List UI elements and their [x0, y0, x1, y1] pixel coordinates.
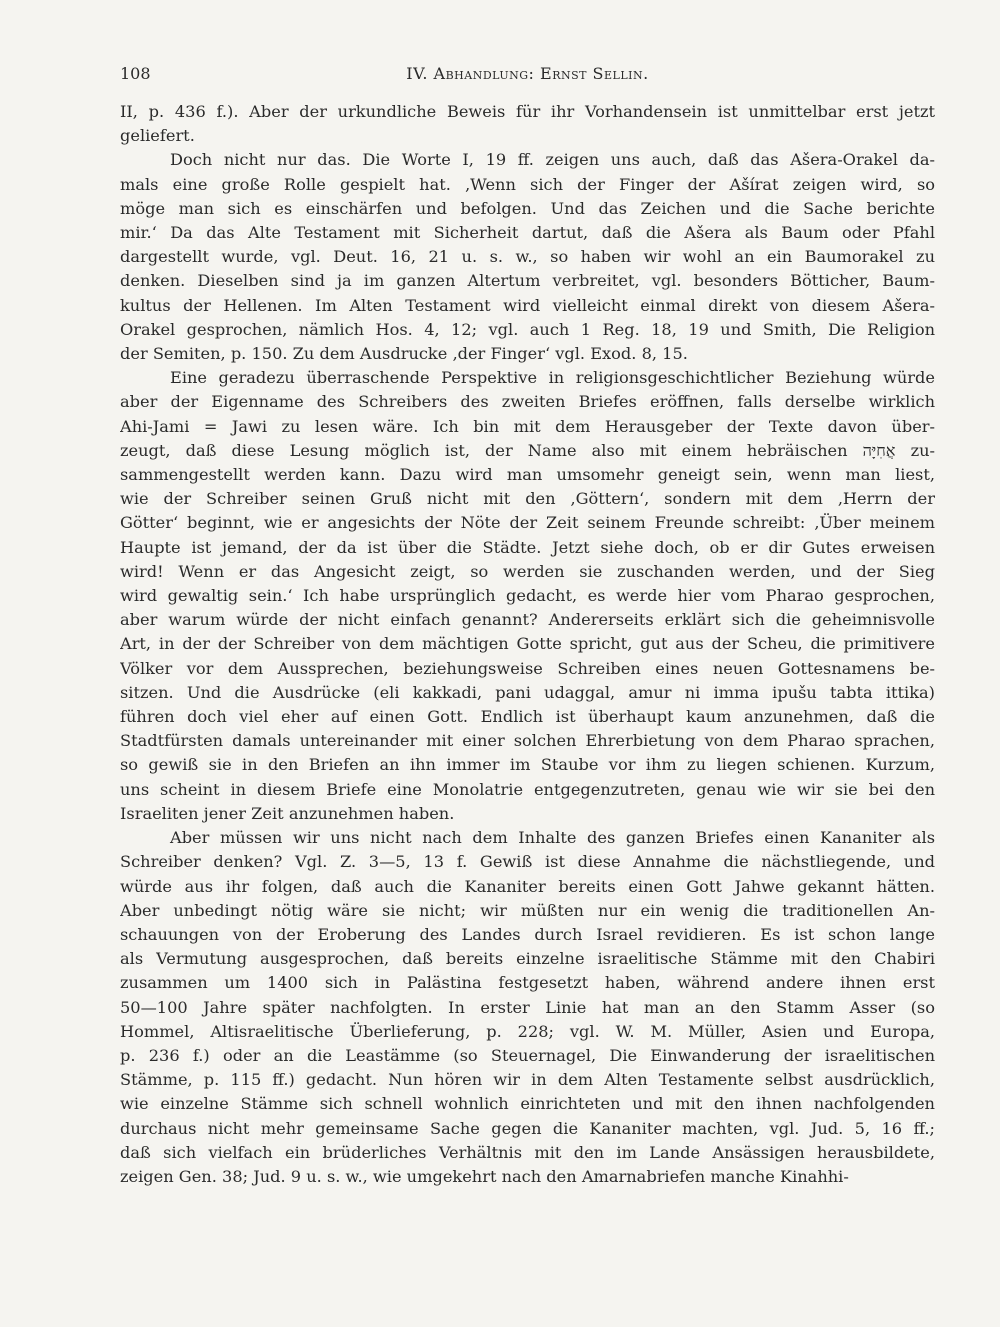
- text-line: zusammen um 1400 sich in Palästina festgesetzt haben, während andere ihnen erst: [120, 973, 935, 993]
- text-line: sitzen. Und die Ausdrücke (eli kakkadi, pani udaggal, amur ni imma ipušu tabta ittika): [120, 682, 935, 702]
- text-line: denken. Dieselben sind ja im ganzen Altertum verbreitet, vgl. besonders Bötticher, Baum-: [120, 271, 935, 291]
- text-line: daß sich vielfach ein brüderliches Verhältnis mit den im Lande Ansässigen herausbildete,: [120, 1142, 935, 1162]
- text-line: als Vermutung ausgesprochen, daß bereits einzelne israelitische Stämme mit den Chabiri: [120, 949, 935, 969]
- text-line: Hommel, Altisraelitische Überlieferung, p. 228; vgl. W. M. Müller, Asien und Europa,: [120, 1021, 935, 1041]
- text-line: 50—100 Jahre später nachfolgten. In erster Linie hat man an den Stamm Asser (so: [120, 997, 935, 1017]
- text-line: Stämme, p. 115 ff.) gedacht. Nun hören wir in dem Alten Testamente selbst ausdrücklich,: [120, 1070, 935, 1090]
- text-line: wird gewaltig sein.‘ Ich habe ursprünglich gedacht, es werde hier vom Pharao gesprochen,: [120, 586, 935, 606]
- text-line: Haupte ist jemand, der da ist über die Städte. Jetzt siehe doch, ob er dir Gutes erweisen: [120, 537, 935, 557]
- running-title: IV. Abhandlung: Ernst Sellin.: [406, 64, 649, 83]
- text-line: aber warum würde der nicht einfach genannt? Andererseits erklärt sich die geheimnisvolle: [120, 610, 935, 630]
- text-line: Orakel gesprochen, nämlich Hos. 4, 12; vgl. auch 1 Reg. 18, 19 und Smith, Die Religion: [120, 319, 935, 339]
- text-line: Schreiber denken? Vgl. Z. 3—5, 13 f. Gewiß ist diese Annahme die nächstliegende, und: [120, 852, 935, 872]
- text-line: uns scheint in diesem Briefe eine Monolatrie entgegenzutreten, genau wie wir sie bei den: [120, 779, 935, 799]
- text-line: mals eine große Rolle gespielt hat. ‚Wenn sich der Finger der Ašírat zeigen wird, so: [120, 174, 935, 194]
- text-line: Stadtfürsten damals untereinander mit einer solchen Ehrerbietung von dem Pharao sprachen,: [120, 731, 935, 751]
- text-line: Ahi-Jami = Jawi zu lesen wäre. Ich bin mit dem Herausgeber der Texte davon über-: [120, 416, 935, 436]
- page-header: [120, 60, 935, 86]
- text-line: aber der Eigenname des Schreibers des zweiten Briefes eröffnen, falls derselbe wirklich: [120, 392, 935, 412]
- page-number: 108: [120, 64, 151, 83]
- text-line: dargestellt wurde, vgl. Deut. 16, 21 u. s. w., so haben wir wohl an ein Baumorakel zu: [120, 247, 935, 267]
- text-line: Völker vor dem Aussprechen, beziehungsweise Schreiben eines neuen Gottesnamens be-: [120, 658, 935, 678]
- text-line: Aber müssen wir uns nicht nach dem Inhalte des ganzen Briefes einen Kananiter als: [170, 828, 935, 848]
- text-line: wie der Schreiber seinen Gruß nicht mit den ‚Göttern‘, sondern mit dem ‚Herrn der: [120, 489, 935, 509]
- text-line: II, p. 436 f.). Aber der urkundliche Beweis für ihr Vorhandensein ist unmittelbar erst jetzt: [120, 102, 935, 121]
- text-line: schauungen von der Eroberung des Landes durch Israel revidieren. Es ist schon lange: [120, 924, 935, 944]
- text-line: p. 236 f.) oder an die Leastämme (so Steuernagel, Die Einwanderung der israelitischen: [120, 1045, 935, 1065]
- text-line: durchaus nicht mehr gemeinsame Sache gegen die Kananiter machten, vgl. Jud. 5, 16 ff.;: [120, 1118, 935, 1138]
- text-line: wird! Wenn er das Angesicht zeigt, so werden sie zuschanden werden, und der Sieg: [120, 561, 935, 581]
- text-line: Eine geradezu überraschende Perspektive in religionsgeschichtlicher Beziehung würde: [170, 368, 935, 388]
- text-line: Israeliten jener Zeit anzunehmen haben.: [120, 803, 455, 823]
- paragraph: [120, 100, 935, 148]
- text-line: geliefert.: [120, 126, 195, 146]
- text-line: Doch nicht nur das. Die Worte I, 19 ff. zeigen uns auch, daß das Ašera-Orakel da-: [170, 150, 935, 170]
- text-line: zeigen Gen. 38; Jud. 9 u. s. w., wie umgekehrt nach den Amarnabriefen manche Kinahhi-: [120, 1166, 849, 1186]
- text-line: würde aus ihr folgen, daß auch die Kananiter bereits einen Gott Jahwe gekannt hätten.: [120, 876, 935, 896]
- body-text: [120, 100, 935, 1189]
- text-line: Aber unbedingt nötig wäre sie nicht; wir müßten nur ein wenig die traditionellen An-: [120, 900, 935, 920]
- text-line: kultus der Hellenen. Im Alten Testament wird vielleicht einmal direkt von diesem Ašera-: [120, 295, 935, 315]
- text-line: mir.‘ Da das Alte Testament mit Sicherheit dartut, daß die Ašera als Baum oder Pfahl: [120, 223, 935, 243]
- text-line: so gewiß sie in den Briefen an ihn immer im Staube vor ihm zu liegen schienen. Kurzum,: [120, 755, 935, 775]
- paragraph: [120, 826, 935, 1189]
- text-line: Götter‘ beginnt, wie er angesichts der Nöte der Zeit seinem Freunde schreibt: ‚Über meinem: [120, 513, 935, 533]
- text-line: wie einzelne Stämme sich schnell wohnlich einrichteten und mit den ihnen nachfolgenden: [120, 1094, 935, 1114]
- paragraph: [120, 366, 935, 826]
- text-line: führen doch viel eher auf einen Gott. Endlich ist überhaupt kaum anzunehmen, daß die: [120, 707, 935, 727]
- text-line: sammengestellt werden kann. Dazu wird man umsomehr geneigt sein, wenn man liest,: [120, 465, 935, 485]
- text-line: der Semiten, p. 150. Zu dem Ausdrucke ‚der Finger‘ vgl. Exod. 8, 15.: [120, 344, 688, 364]
- paragraph: [120, 148, 935, 366]
- text-line: möge man sich es einschärfen und befolgen. Und das Zeichen und die Sache berichte: [120, 198, 935, 218]
- text-line: zeugt, daß diese Lesung möglich ist, der Name also mit einem hebräischen אֲחִיָּה zu-: [120, 440, 935, 460]
- document-page: [120, 60, 935, 1189]
- text-line: Art, in der der Schreiber von dem mächtigen Gotte spricht, gut aus der Scheu, die primitivere: [120, 634, 935, 654]
